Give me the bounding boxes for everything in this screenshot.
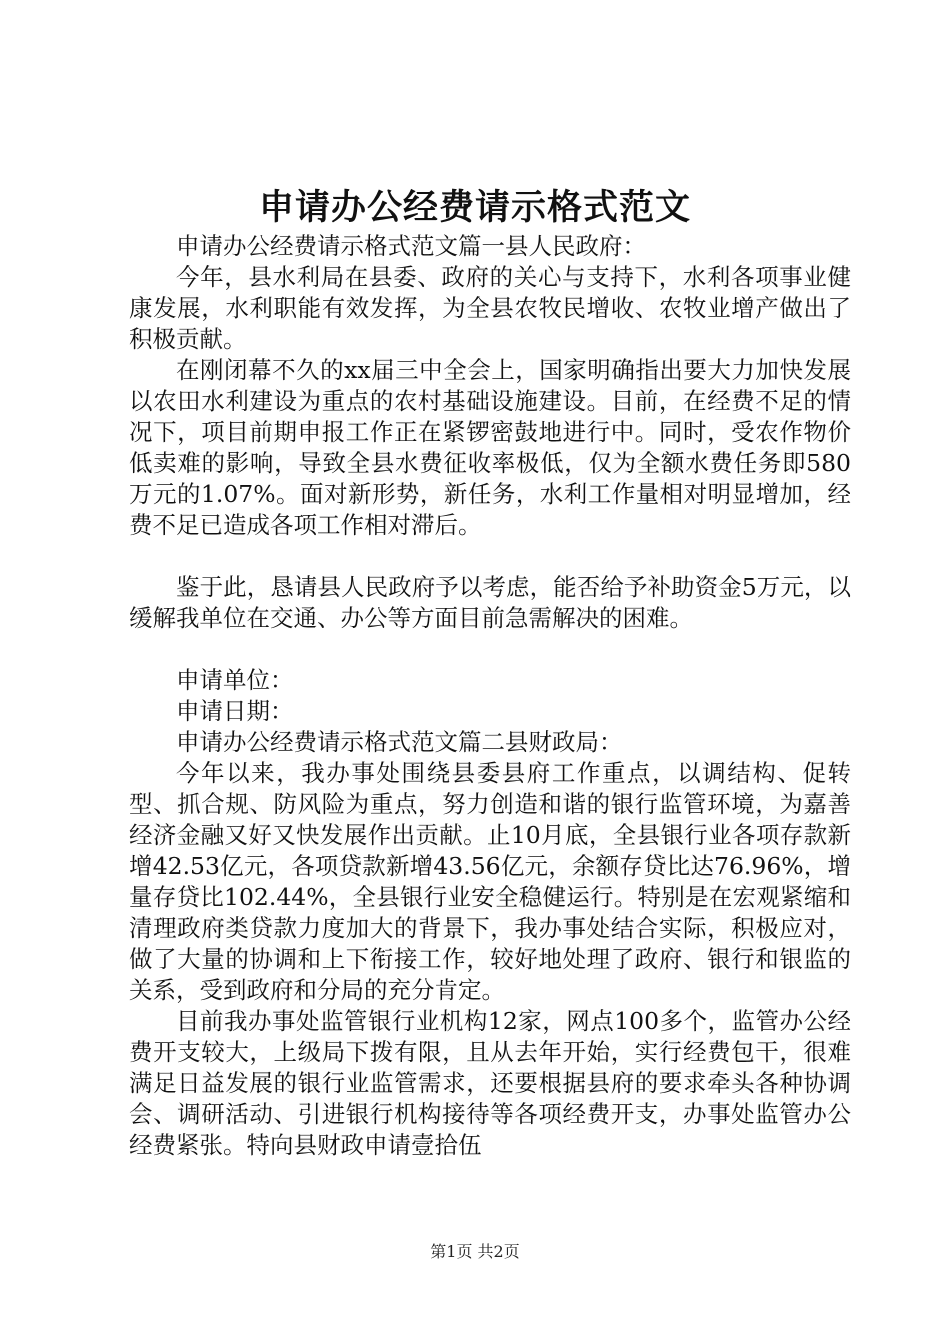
application-date-line: 申请日期： — [176, 697, 294, 725]
paragraph-salutation-1: 申请办公经费请示格式范文篇一县人民政府： — [176, 232, 646, 260]
page-number-footer: 第1页 共2页 — [430, 1242, 520, 1261]
paragraph-request: 鉴于此，恳请县人民政府予以考虑，能否给予补助资金5万元，以缓解我单位在交通、办公等方面目前急需解决的困难。 — [129, 573, 851, 632]
paragraph-salutation-2: 申请办公经费请示格式范文篇二县财政局： — [176, 728, 623, 756]
applicant-unit-line: 申请单位： — [176, 666, 294, 694]
document-body — [129, 231, 851, 1161]
paragraph-intro: 今年，县水利局在县委、政府的关心与支持下，水利各项事业健康发展，水利职能有效发挥，为全县农牧民增收、农牧业增产做出了积极贡献。 — [129, 263, 851, 353]
paragraph-work-summary: 今年以来，我办事处围绕县委县府工作重点，以调结构、促转型、抓合规、防风险为重点，努力创造和谐的银行监管环境，为嘉善经济金融又好又快发展作出贡献。止10月底，全县银行业各项存款新增42.53亿元，各项贷款新增43.56亿元，余额存贷比达76.96%，增量存贷比102.44%，全县银行业安全稳健运行。特别是在宏观紧缩和清理政府类贷款力度加大的背景下，我办事处结合实际，积极应对，做了大量的协调和上下衔接工作，较好地处理了政府、银行和银监的关系，受到政府和分局的充分肯定。 — [129, 759, 851, 1004]
document-title: 申请办公经费请示格式范文 — [258, 187, 691, 228]
paragraph-funding-need: 目前我办事处监管银行业机构12家，网点100多个，监管办公经费开支较大，上级局下拨有限，且从去年开始，实行经费包干，很难满足日益发展的银行业监管需求，还要根据县府的要求牵头各种协调会、调研活动、引进银行机构接待等各项经费开支，办事处监管办公经费紧张。特向县财政申请壹拾伍 — [129, 1007, 851, 1159]
paragraph-situation: 在刚闭幕不久的xx届三中全会上，国家明确指出要大力加快发展以农田水利建设为重点的农村基础设施建设。目前，在经费不足的情况下，项目前期申报工作正在紧锣密鼓地进行中。同时，受农作物价低卖难的影响，导致全县水费征收率极低，仅为全额水费任务即580万元的1.07%。面对新形势，新任务，水利工作量相对明显增加，经费不足已造成各项工作相对滞后。 — [129, 356, 851, 539]
paragraph-spacer — [129, 634, 851, 665]
paragraph-spacer — [129, 541, 851, 572]
